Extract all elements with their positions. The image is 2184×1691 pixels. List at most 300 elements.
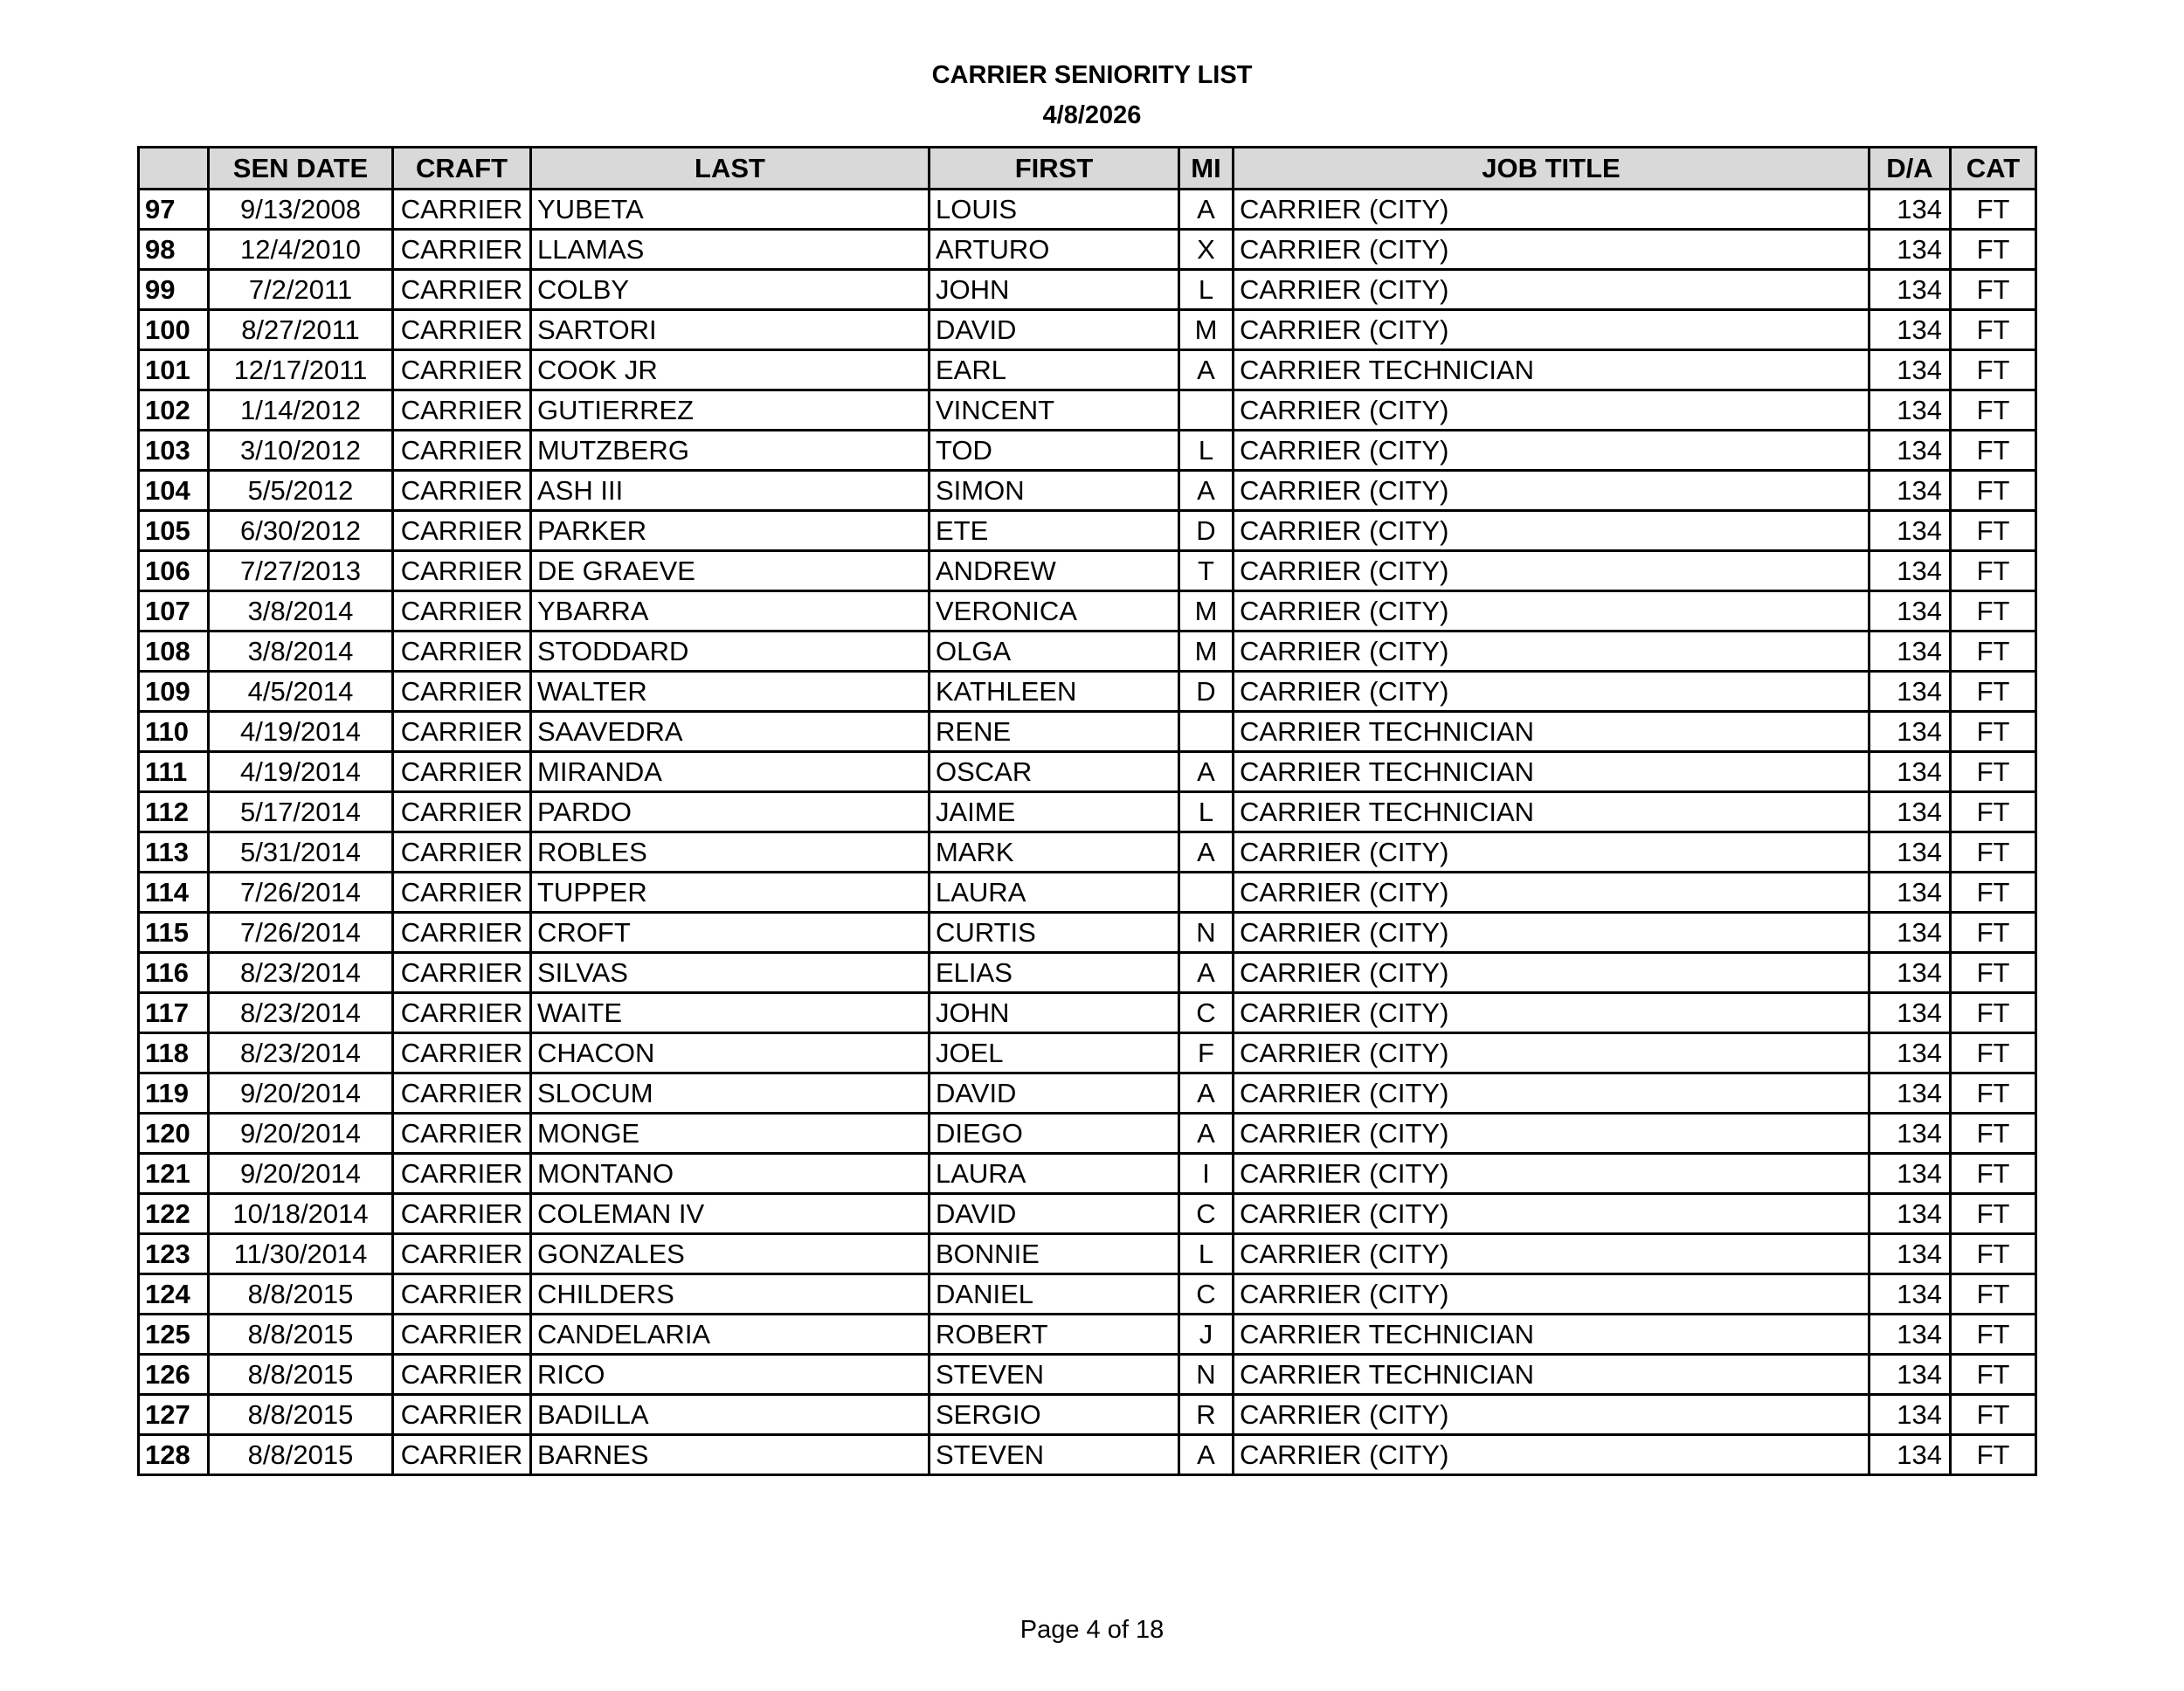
cell-first-name: DAVID [930, 310, 1179, 350]
cell-middle-initial: A [1179, 752, 1234, 792]
cell-seniority-number: 125 [139, 1315, 209, 1355]
table-row [139, 230, 2036, 270]
cell-middle-initial: A [1179, 190, 1234, 230]
cell-craft: CARRIER [393, 310, 531, 350]
cell-da: 134 [1870, 230, 1951, 270]
column-header-job-title: JOB TITLE [1234, 148, 1870, 190]
cell-cat: FT [1951, 230, 2036, 270]
cell-cat: FT [1951, 350, 2036, 390]
cell-cat: FT [1951, 993, 2036, 1033]
table-row [139, 591, 2036, 632]
cell-craft: CARRIER [393, 953, 531, 993]
cell-job-title: CARRIER (CITY) [1234, 390, 1870, 431]
cell-sen-date: 8/23/2014 [209, 1033, 393, 1073]
cell-sen-date: 7/27/2013 [209, 551, 393, 591]
cell-middle-initial: A [1179, 471, 1234, 511]
table-row [139, 672, 2036, 712]
page-number: Page 4 of 18 [1019, 1616, 1165, 1644]
cell-da: 134 [1870, 511, 1951, 551]
cell-craft: CARRIER [393, 270, 531, 310]
cell-middle-initial: L [1179, 1234, 1234, 1274]
cell-first-name: ELIAS [930, 953, 1179, 993]
cell-middle-initial: I [1179, 1154, 1234, 1194]
cell-craft: CARRIER [393, 1315, 531, 1355]
cell-da: 134 [1870, 551, 1951, 591]
cell-cat: FT [1951, 390, 2036, 431]
cell-craft: CARRIER [393, 752, 531, 792]
table-row [139, 350, 2036, 390]
cell-middle-initial: L [1179, 270, 1234, 310]
cell-seniority-number: 98 [139, 230, 209, 270]
cell-da: 134 [1870, 471, 1951, 511]
cell-craft: CARRIER [393, 1234, 531, 1274]
cell-middle-initial: C [1179, 1194, 1234, 1234]
cell-sen-date: 4/5/2014 [209, 672, 393, 712]
cell-job-title: CARRIER (CITY) [1234, 511, 1870, 551]
cell-seniority-number: 120 [139, 1114, 209, 1154]
cell-last-name: CANDELARIA [531, 1315, 930, 1355]
cell-first-name: MARK [930, 832, 1179, 873]
cell-first-name: DAVID [930, 1194, 1179, 1234]
cell-job-title: CARRIER (CITY) [1234, 1154, 1870, 1194]
cell-middle-initial: L [1179, 792, 1234, 832]
cell-first-name: ETE [930, 511, 1179, 551]
cell-craft: CARRIER [393, 190, 531, 230]
cell-craft: CARRIER [393, 873, 531, 913]
cell-seniority-number: 106 [139, 551, 209, 591]
cell-seniority-number: 100 [139, 310, 209, 350]
cell-da: 134 [1870, 632, 1951, 672]
cell-sen-date: 8/8/2015 [209, 1395, 393, 1435]
cell-seniority-number: 97 [139, 190, 209, 230]
cell-cat: FT [1951, 712, 2036, 752]
cell-middle-initial: A [1179, 832, 1234, 873]
cell-middle-initial: A [1179, 1114, 1234, 1154]
cell-seniority-number: 124 [139, 1274, 209, 1315]
table-row [139, 792, 2036, 832]
cell-da: 134 [1870, 873, 1951, 913]
cell-sen-date: 3/10/2012 [209, 431, 393, 471]
cell-craft: CARRIER [393, 632, 531, 672]
cell-last-name: TUPPER [531, 873, 930, 913]
cell-middle-initial: X [1179, 230, 1234, 270]
cell-sen-date: 5/31/2014 [209, 832, 393, 873]
cell-da: 134 [1870, 1355, 1951, 1395]
cell-last-name: SAAVEDRA [531, 712, 930, 752]
cell-craft: CARRIER [393, 913, 531, 953]
cell-first-name: LAURA [930, 873, 1179, 913]
table-row [139, 1073, 2036, 1114]
cell-seniority-number: 105 [139, 511, 209, 551]
column-header-cat: CAT [1951, 148, 2036, 190]
table-row [139, 993, 2036, 1033]
cell-cat: FT [1951, 511, 2036, 551]
table-row [139, 1114, 2036, 1154]
cell-job-title: CARRIER (CITY) [1234, 551, 1870, 591]
cell-job-title: CARRIER (CITY) [1234, 1274, 1870, 1315]
cell-craft: CARRIER [393, 712, 531, 752]
cell-middle-initial: T [1179, 551, 1234, 591]
cell-first-name: OLGA [930, 632, 1179, 672]
cell-middle-initial: N [1179, 913, 1234, 953]
column-header-craft: CRAFT [393, 148, 531, 190]
cell-cat: FT [1951, 1355, 2036, 1395]
cell-sen-date: 8/8/2015 [209, 1315, 393, 1355]
cell-seniority-number: 112 [139, 792, 209, 832]
cell-cat: FT [1951, 551, 2036, 591]
cell-last-name: RICO [531, 1355, 930, 1395]
cell-cat: FT [1951, 1073, 2036, 1114]
cell-sen-date: 7/26/2014 [209, 913, 393, 953]
cell-cat: FT [1951, 1435, 2036, 1475]
cell-middle-initial: L [1179, 431, 1234, 471]
cell-middle-initial [1179, 873, 1234, 913]
cell-seniority-number: 99 [139, 270, 209, 310]
cell-middle-initial: M [1179, 310, 1234, 350]
cell-middle-initial [1179, 712, 1234, 752]
cell-last-name: PARKER [531, 511, 930, 551]
cell-job-title: CARRIER (CITY) [1234, 270, 1870, 310]
cell-sen-date: 9/20/2014 [209, 1114, 393, 1154]
cell-seniority-number: 102 [139, 390, 209, 431]
cell-cat: FT [1951, 752, 2036, 792]
cell-cat: FT [1951, 672, 2036, 712]
cell-middle-initial: A [1179, 953, 1234, 993]
table-row [139, 752, 2036, 792]
cell-seniority-number: 126 [139, 1355, 209, 1395]
column-header-last: LAST [531, 148, 930, 190]
cell-craft: CARRIER [393, 792, 531, 832]
table-row [139, 1033, 2036, 1073]
cell-craft: CARRIER [393, 230, 531, 270]
cell-job-title: CARRIER (CITY) [1234, 471, 1870, 511]
cell-sen-date: 8/23/2014 [209, 993, 393, 1033]
cell-middle-initial: C [1179, 1274, 1234, 1315]
cell-job-title: CARRIER (CITY) [1234, 591, 1870, 632]
cell-craft: CARRIER [393, 511, 531, 551]
cell-job-title: CARRIER (CITY) [1234, 1435, 1870, 1475]
table-row [139, 953, 2036, 993]
cell-middle-initial: M [1179, 591, 1234, 632]
cell-job-title: CARRIER (CITY) [1234, 873, 1870, 913]
cell-job-title: CARRIER (CITY) [1234, 1395, 1870, 1435]
cell-last-name: CROFT [531, 913, 930, 953]
cell-first-name: RENE [930, 712, 1179, 752]
cell-first-name: DIEGO [930, 1114, 1179, 1154]
cell-da: 134 [1870, 431, 1951, 471]
cell-middle-initial: J [1179, 1315, 1234, 1355]
cell-sen-date: 8/8/2015 [209, 1274, 393, 1315]
cell-seniority-number: 123 [139, 1234, 209, 1274]
cell-da: 134 [1870, 752, 1951, 792]
table-row [139, 632, 2036, 672]
cell-da: 134 [1870, 1033, 1951, 1073]
cell-cat: FT [1951, 953, 2036, 993]
cell-cat: FT [1951, 1395, 2036, 1435]
cell-craft: CARRIER [393, 1154, 531, 1194]
cell-first-name: DAVID [930, 1073, 1179, 1114]
cell-last-name: GONZALES [531, 1234, 930, 1274]
cell-last-name: COLBY [531, 270, 930, 310]
cell-craft: CARRIER [393, 1114, 531, 1154]
cell-middle-initial: A [1179, 350, 1234, 390]
column-header-first: FIRST [930, 148, 1179, 190]
table-row [139, 913, 2036, 953]
cell-last-name: CHACON [531, 1033, 930, 1073]
cell-last-name: PARDO [531, 792, 930, 832]
cell-sen-date: 8/8/2015 [209, 1355, 393, 1395]
column-header-sen-date: SEN DATE [209, 148, 393, 190]
cell-sen-date: 7/2/2011 [209, 270, 393, 310]
table-header-row [139, 148, 2036, 190]
cell-first-name: LOUIS [930, 190, 1179, 230]
cell-seniority-number: 119 [139, 1073, 209, 1114]
cell-middle-initial: R [1179, 1395, 1234, 1435]
cell-sen-date: 5/17/2014 [209, 792, 393, 832]
cell-da: 134 [1870, 993, 1951, 1033]
cell-seniority-number: 108 [139, 632, 209, 672]
cell-job-title: CARRIER TECHNICIAN [1234, 1355, 1870, 1395]
table-row [139, 511, 2036, 551]
cell-da: 134 [1870, 310, 1951, 350]
cell-da: 134 [1870, 953, 1951, 993]
cell-da: 134 [1870, 190, 1951, 230]
table-row [139, 1395, 2036, 1435]
cell-craft: CARRIER [393, 672, 531, 712]
cell-cat: FT [1951, 1033, 2036, 1073]
table-row [139, 1234, 2036, 1274]
cell-sen-date: 6/30/2012 [209, 511, 393, 551]
cell-first-name: EARL [930, 350, 1179, 390]
cell-craft: CARRIER [393, 832, 531, 873]
cell-job-title: CARRIER TECHNICIAN [1234, 712, 1870, 752]
cell-last-name: SILVAS [531, 953, 930, 993]
cell-last-name: STODDARD [531, 632, 930, 672]
cell-last-name: BARNES [531, 1435, 930, 1475]
cell-craft: CARRIER [393, 390, 531, 431]
cell-seniority-number: 110 [139, 712, 209, 752]
table-row [139, 1154, 2036, 1194]
cell-first-name: ARTURO [930, 230, 1179, 270]
cell-middle-initial: A [1179, 1435, 1234, 1475]
cell-middle-initial: F [1179, 1033, 1234, 1073]
cell-cat: FT [1951, 1315, 2036, 1355]
cell-cat: FT [1951, 792, 2036, 832]
list-date: 4/8/2026 [1042, 101, 1142, 129]
table-row [139, 712, 2036, 752]
cell-last-name: COOK JR [531, 350, 930, 390]
cell-job-title: CARRIER TECHNICIAN [1234, 752, 1870, 792]
cell-cat: FT [1951, 1114, 2036, 1154]
cell-seniority-number: 107 [139, 591, 209, 632]
cell-job-title: CARRIER (CITY) [1234, 1234, 1870, 1274]
cell-seniority-number: 116 [139, 953, 209, 993]
cell-middle-initial: D [1179, 511, 1234, 551]
cell-job-title: CARRIER (CITY) [1234, 190, 1870, 230]
cell-craft: CARRIER [393, 1355, 531, 1395]
cell-job-title: CARRIER (CITY) [1234, 1033, 1870, 1073]
cell-seniority-number: 127 [139, 1395, 209, 1435]
cell-cat: FT [1951, 270, 2036, 310]
cell-seniority-number: 115 [139, 913, 209, 953]
cell-sen-date: 5/5/2012 [209, 471, 393, 511]
cell-sen-date: 12/4/2010 [209, 230, 393, 270]
cell-middle-initial: N [1179, 1355, 1234, 1395]
cell-craft: CARRIER [393, 551, 531, 591]
cell-first-name: STEVEN [930, 1435, 1179, 1475]
cell-last-name: ROBLES [531, 832, 930, 873]
cell-last-name: COLEMAN IV [531, 1194, 930, 1234]
cell-first-name: LAURA [930, 1154, 1179, 1194]
cell-cat: FT [1951, 190, 2036, 230]
cell-craft: CARRIER [393, 993, 531, 1033]
table-row [139, 1355, 2036, 1395]
cell-da: 134 [1870, 591, 1951, 632]
column-header-number [139, 148, 209, 190]
cell-first-name: JAIME [930, 792, 1179, 832]
cell-first-name: JOHN [930, 270, 1179, 310]
cell-last-name: MIRANDA [531, 752, 930, 792]
cell-sen-date: 9/20/2014 [209, 1154, 393, 1194]
cell-da: 134 [1870, 792, 1951, 832]
cell-last-name: SLOCUM [531, 1073, 930, 1114]
cell-da: 134 [1870, 1234, 1951, 1274]
cell-first-name: KATHLEEN [930, 672, 1179, 712]
cell-da: 134 [1870, 672, 1951, 712]
cell-sen-date: 11/30/2014 [209, 1234, 393, 1274]
table-row [139, 551, 2036, 591]
table-row [139, 190, 2036, 230]
cell-job-title: CARRIER (CITY) [1234, 1194, 1870, 1234]
cell-da: 134 [1870, 1315, 1951, 1355]
table-row [139, 1435, 2036, 1475]
cell-sen-date: 8/8/2015 [209, 1435, 393, 1475]
cell-first-name: ROBERT [930, 1315, 1179, 1355]
cell-first-name: JOEL [930, 1033, 1179, 1073]
page-title: CARRIER SENIORITY LIST [931, 61, 1253, 89]
cell-cat: FT [1951, 1274, 2036, 1315]
cell-craft: CARRIER [393, 1435, 531, 1475]
cell-seniority-number: 128 [139, 1435, 209, 1475]
cell-sen-date: 12/17/2011 [209, 350, 393, 390]
table-row [139, 431, 2036, 471]
cell-craft: CARRIER [393, 1395, 531, 1435]
cell-first-name: BONNIE [930, 1234, 1179, 1274]
cell-sen-date: 9/20/2014 [209, 1073, 393, 1114]
cell-da: 134 [1870, 1073, 1951, 1114]
cell-da: 134 [1870, 1274, 1951, 1315]
cell-da: 134 [1870, 1194, 1951, 1234]
cell-last-name: LLAMAS [531, 230, 930, 270]
cell-first-name: DANIEL [930, 1274, 1179, 1315]
cell-cat: FT [1951, 832, 2036, 873]
cell-sen-date: 8/23/2014 [209, 953, 393, 993]
cell-sen-date: 9/13/2008 [209, 190, 393, 230]
cell-cat: FT [1951, 310, 2036, 350]
cell-seniority-number: 121 [139, 1154, 209, 1194]
cell-cat: FT [1951, 591, 2036, 632]
cell-last-name: YUBETA [531, 190, 930, 230]
cell-craft: CARRIER [393, 1033, 531, 1073]
cell-middle-initial: C [1179, 993, 1234, 1033]
cell-cat: FT [1951, 1234, 2036, 1274]
cell-middle-initial [1179, 390, 1234, 431]
table-row [139, 310, 2036, 350]
cell-last-name: BADILLA [531, 1395, 930, 1435]
table-row [139, 270, 2036, 310]
cell-first-name: TOD [930, 431, 1179, 471]
table-row [139, 471, 2036, 511]
table-row [139, 1274, 2036, 1315]
cell-last-name: WALTER [531, 672, 930, 712]
cell-job-title: CARRIER (CITY) [1234, 913, 1870, 953]
cell-da: 134 [1870, 712, 1951, 752]
cell-da: 134 [1870, 270, 1951, 310]
table-row [139, 1194, 2036, 1234]
cell-da: 134 [1870, 1154, 1951, 1194]
cell-first-name: VINCENT [930, 390, 1179, 431]
cell-sen-date: 4/19/2014 [209, 712, 393, 752]
table-row [139, 873, 2036, 913]
cell-job-title: CARRIER TECHNICIAN [1234, 1315, 1870, 1355]
table-body [139, 190, 2036, 1475]
cell-seniority-number: 111 [139, 752, 209, 792]
table-row [139, 390, 2036, 431]
cell-first-name: VERONICA [930, 591, 1179, 632]
cell-sen-date: 3/8/2014 [209, 632, 393, 672]
cell-da: 134 [1870, 1114, 1951, 1154]
column-header-da: D/A [1870, 148, 1951, 190]
cell-craft: CARRIER [393, 471, 531, 511]
cell-da: 134 [1870, 1395, 1951, 1435]
cell-craft: CARRIER [393, 1274, 531, 1315]
cell-first-name: JOHN [930, 993, 1179, 1033]
table-row [139, 832, 2036, 873]
cell-last-name: MUTZBERG [531, 431, 930, 471]
table-row [139, 1315, 2036, 1355]
cell-job-title: CARRIER (CITY) [1234, 953, 1870, 993]
cell-first-name: SERGIO [930, 1395, 1179, 1435]
cell-job-title: CARRIER (CITY) [1234, 230, 1870, 270]
cell-sen-date: 1/14/2012 [209, 390, 393, 431]
cell-job-title: CARRIER (CITY) [1234, 832, 1870, 873]
cell-sen-date: 7/26/2014 [209, 873, 393, 913]
cell-middle-initial: M [1179, 632, 1234, 672]
cell-job-title: CARRIER (CITY) [1234, 1114, 1870, 1154]
cell-da: 134 [1870, 1435, 1951, 1475]
cell-first-name: STEVEN [930, 1355, 1179, 1395]
cell-sen-date: 4/19/2014 [209, 752, 393, 792]
cell-cat: FT [1951, 1154, 2036, 1194]
cell-craft: CARRIER [393, 350, 531, 390]
cell-da: 134 [1870, 390, 1951, 431]
cell-sen-date: 10/18/2014 [209, 1194, 393, 1234]
cell-da: 134 [1870, 913, 1951, 953]
cell-craft: CARRIER [393, 591, 531, 632]
cell-job-title: CARRIER (CITY) [1234, 993, 1870, 1033]
cell-cat: FT [1951, 1194, 2036, 1234]
cell-seniority-number: 122 [139, 1194, 209, 1234]
cell-job-title: CARRIER (CITY) [1234, 632, 1870, 672]
cell-craft: CARRIER [393, 1073, 531, 1114]
cell-job-title: CARRIER TECHNICIAN [1234, 350, 1870, 390]
cell-first-name: SIMON [930, 471, 1179, 511]
cell-last-name: DE GRAEVE [531, 551, 930, 591]
cell-seniority-number: 101 [139, 350, 209, 390]
cell-seniority-number: 104 [139, 471, 209, 511]
cell-last-name: YBARRA [531, 591, 930, 632]
cell-sen-date: 3/8/2014 [209, 591, 393, 632]
